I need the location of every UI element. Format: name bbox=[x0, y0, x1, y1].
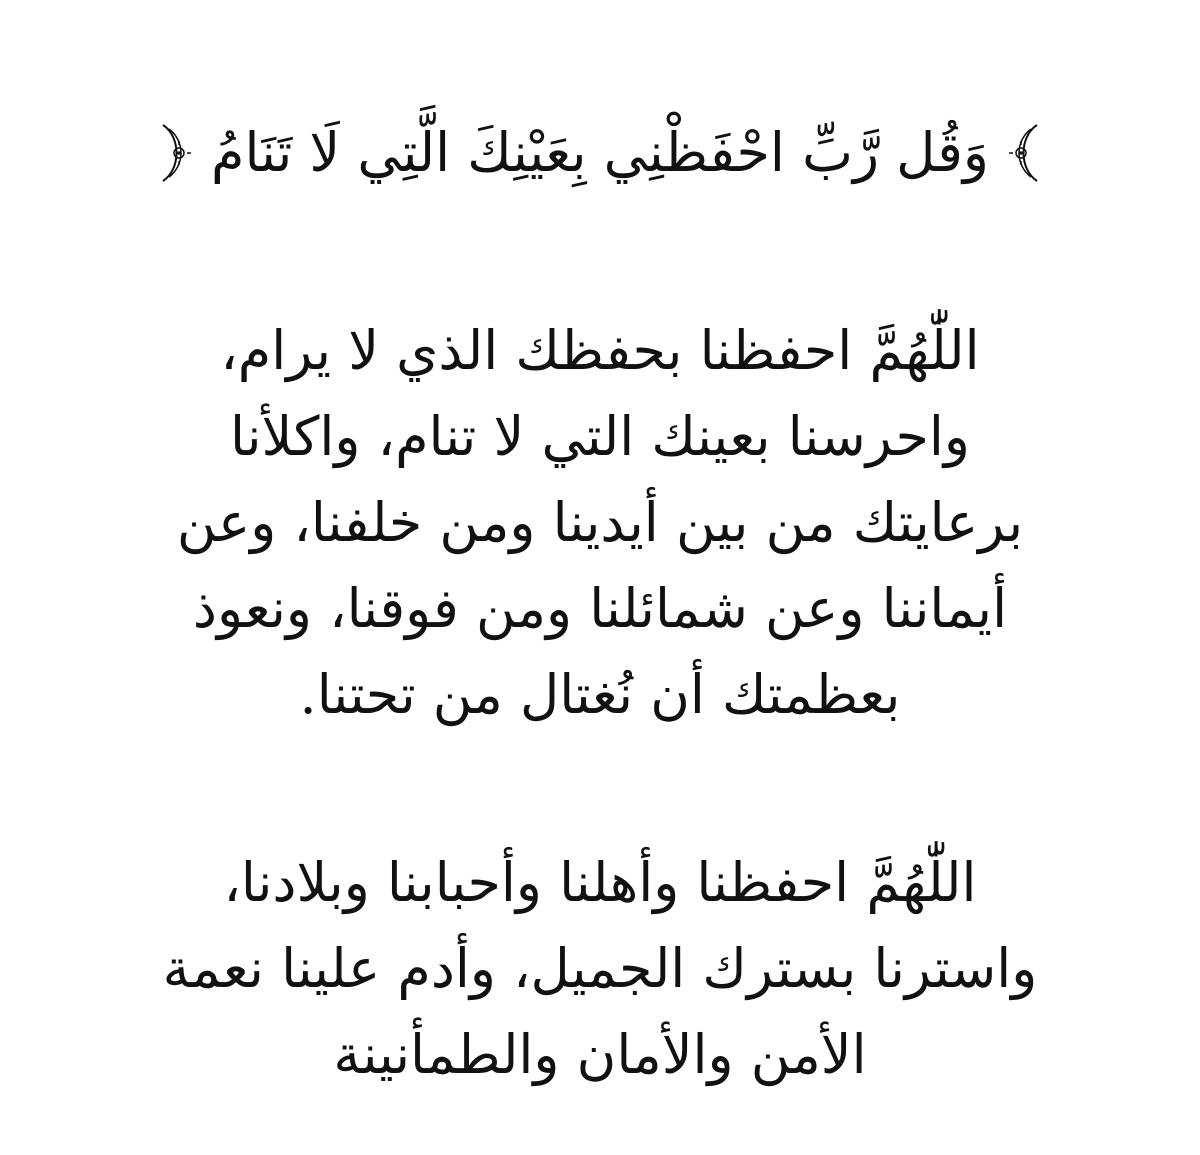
ornamental-bracket-open-icon bbox=[1007, 121, 1047, 185]
paragraph-line: واحرسنا بعينك التي لا تنام، واكلأنا bbox=[230, 405, 970, 468]
paragraph-line: بعظمتك أن نُغتال من تحتنا. bbox=[299, 663, 901, 726]
ornamental-bracket-close-icon bbox=[153, 121, 193, 185]
paragraph-line: أيماننا وعن شمائلنا ومن فوقنا، ونعوذ bbox=[192, 577, 1008, 640]
dua-paragraph-1 bbox=[150, 308, 1050, 738]
paragraph-line: برعايتك من بين أيدينا ومن خلفنا، وعن bbox=[176, 491, 1024, 554]
paragraph-line: الأمن والأمان والطمأنينة bbox=[333, 1023, 867, 1086]
dua-paragraph-2 bbox=[150, 840, 1050, 1098]
paragraph-line: اللّٰهُمَّ احفظنا وأهلنا وأحبابنا وبلادنا، bbox=[223, 851, 977, 914]
quran-verse bbox=[150, 108, 1050, 198]
verse-text: وَقُل رَّبِّ احْفَظْنِي بِعَيْنِكَ الَّتِي لَا تَنَامُ bbox=[211, 121, 989, 184]
paragraph-line: واسترنا بسترك الجميل، وأدم علينا نعمة bbox=[162, 937, 1038, 1000]
paragraph-line: اللّٰهُمَّ احفظنا بحفظك الذي لا يرام، bbox=[220, 319, 980, 382]
